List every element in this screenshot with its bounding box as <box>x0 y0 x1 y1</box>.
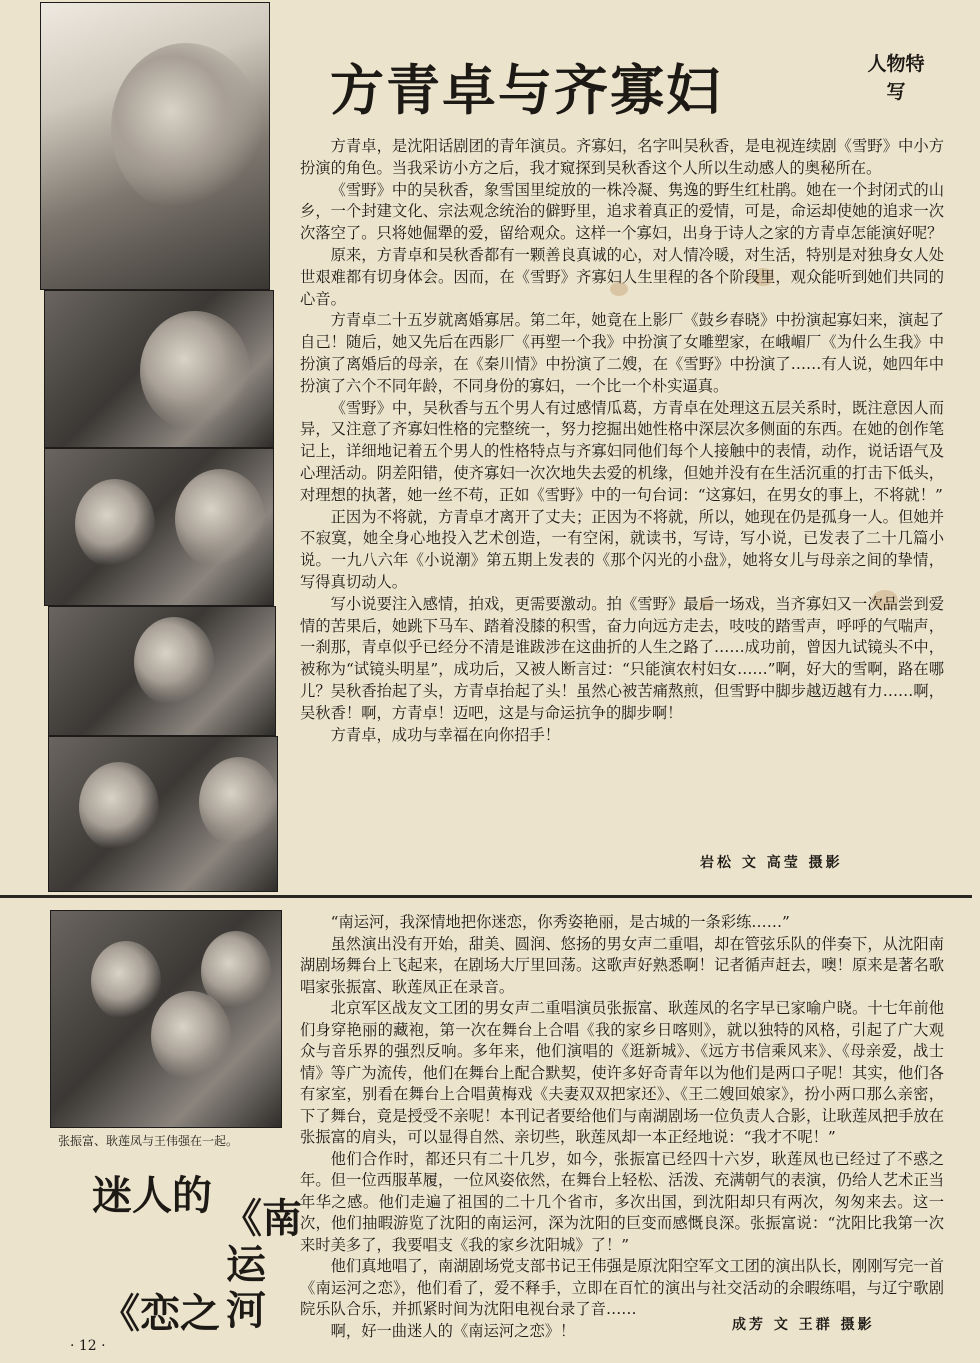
photo-woman-closeup <box>44 290 274 448</box>
paragraph: 正因为不将就，方青卓才离开了丈夫；正因为不将就，所以，她现在仍是孤身一人。但她并不寂寞，她全身心地投入艺术创造，一有空闲，就读书，写诗，写小说，已发表了二十几篇小说。一九八六年《小说潮》第五期上发表的《那个闪光的小盘》，她将女儿与母亲之间的挚情，写得真切动人。 <box>300 507 944 591</box>
paragraph: 原来，方青卓和吴秋香都有一颗善良真诚的心，对人情冷暖，对生活，特别是对独身女人处世艰难都有切身体会。因而，在《雪野》齐寡妇人生里程的各个阶段里，观众能听到她们共同的心音。 <box>300 245 944 308</box>
paragraph: 方青卓，是沈阳话剧团的青年演员。齐寡妇，名字叫吴秋香，是电视连续剧《雪野》中小方扮演的角色。当我采访小方之后，我才窥探到吴秋香这个人所以生动感人的奥秘所在。 <box>300 137 944 177</box>
photo-portrait-hat <box>40 2 270 290</box>
photo-scene-table <box>44 448 274 606</box>
article-title-vertical: 《南运河 <box>222 1196 302 1334</box>
paragraph: “南运河，我深情地把你迷恋，你秀姿艳丽，是古城的一条彩练……” <box>330 913 790 931</box>
page-number: · 12 · <box>70 1338 106 1354</box>
photo-three-people <box>50 910 282 1128</box>
section-label: 人物特写 <box>867 53 925 103</box>
article-title-line2: 《恋之 <box>100 1291 220 1337</box>
photo-scene-meal <box>48 606 276 736</box>
section-divider <box>0 895 972 898</box>
paragraph: 虽然演出没有开始，甜美、圆润、悠扬的男女声二重唱，却在管弦乐队的伴奏下，从沈阳南湖剧场舞台上飞起来，在剧场大厅里回荡。这歌声好熟悉啊！记者循声赶去，噢！原来是著名歌唱家张振富、耿莲凤正在录音。 <box>300 934 944 996</box>
photo-caption: 张振富、耿莲凤与王伟强在一起。 <box>58 1134 239 1148</box>
paragraph: 他们真地唱了，南湖剧场党支部书记王伟强是原沈阳空军文工团的演出队长，刚刚写完一首《南运河之恋》，他们看了，爱不释手，立即在百忙的演出与社交活动的余暇练唱，与辽宁歌剧院乐队合乐，并抓紧时间为沈阳电视台录了音…… <box>300 1257 944 1318</box>
paragraph: 方青卓二十五岁就离婚寡居。第二年，她竟在上影厂《鼓乡春晓》中扮演起寡妇来，演起了自己！随后，她又先后在西影厂《再塑一个我》中扮演了女雕塑家，在峨嵋厂《为什么生我》中扮演了离婚后的母亲，在《秦川情》中扮演了二嫂，在《雪野》中扮演了……有人说，她四年中扮演了六个不同年龄，不同身份的寡妇，一个比一个朴实逼真。 <box>300 311 944 395</box>
paragraph: 北京军区战友文工团的男女声二重唱演员张振富、耿莲凤的名字早已家喻户晓。十七年前他们身穿艳丽的藏袍，第一次在舞台上合唱《我的家乡日喀则》，就以独特的风格，引起了广大观众与音乐界的强烈反响。多年来，他们演唱的《逛新城》、《远方书信乘风来》、《母亲爱，战士情》等广为流传，他们在舞台上配合默契，使许多好奇青年以为他们是两口子呢！其实，他们各有家室，别看在舞台上合唱黄梅戏《夫妻双双把家还》、《王二嫂回娘家》，扮小两口那么亲密，下了舞台，竟是授受不亲呢！本刊记者要给他们与南湖剧场一位负责人合影，让耿莲凤把手放在张振富的肩头，可以显得自然、亲切些，耿莲凤却一本正经地说：“我才不呢！” <box>300 999 944 1146</box>
paragraph: 《雪野》中的吴秋香，象雪国里绽放的一株冷凝、隽逸的野生红杜鹃。她在一个封闭式的山乡，一个封建文化、宗法观念统治的僻野里，追求着真正的爱情，可是，命运却使她的追求一次次落空了。只将她倔犟的爱，留给观众。这样一个寡妇，出身于诗人之家的方青卓怎能演好呢？ <box>300 180 944 243</box>
article-title-line1: 迷人的 <box>92 1173 212 1219</box>
article-title: 方青卓与齐寡妇 <box>330 59 722 122</box>
article-body-2 <box>300 912 944 1342</box>
paragraph: 他们合作时，都还只有二十几岁，如今，张振富已经四十六岁，耿莲凤也已经过了不惑之年。但一位西服革履，一位风姿依然，在舞台上轻松、活泼、充满朝气的表演，仍给人艺术正当年华之感。他们走遍了祖国的二十几个省市，多次出国，到沈阳却只有两次，匆匆来去。这一次，他们抽暇游览了沈阳的南运河，深为沈阳的巨变而感慨良深。张振富说：“沈阳比我第一次来时美多了，我要唱支《我的家乡沈阳城》了！” <box>300 1149 944 1254</box>
author-credit-2: 成芳 文 王群 摄影 <box>732 1317 875 1333</box>
paragraph: 方青卓，成功与幸福在向你招手！ <box>330 725 561 744</box>
author-credit: 岩松 文 高莹 摄影 <box>700 855 843 871</box>
paragraph: 《雪野》中，吴秋香与五个男人有过感情瓜葛，方青卓在处理这五层关系时，既注意因人而异，又注意了齐寡妇性格的完整统一，努力挖掘出她性格中深层次多侧面的东西。在她的创作笔记上，详细地记着五个男人的性格特点与齐寡妇同他们每个人接触中的表情，动作，说话语气及心理活动。阴差阳错，使齐寡妇一次次地失去爱的机缘，但她并没有在生活沉重的打击下低头，对理想的执著，她一丝不苟，正如《雪野》中的一句台词：“这寡妇，在男女的事上，不将就！” <box>300 398 944 504</box>
paragraph: 写小说要注入感情，拍戏，更需要激动。拍《雪野》最后一场戏，当齐寡妇又一次品尝到爱情的苦果后，她跳下马车、踏着没膝的积雪，奋力向远方走去，吱吱的踏雪声，呼呼的气喘声，一刹那，青卓似乎已经分不清是谁跋涉在这曲折的人生之路了……成功前，曾因九试镜头不中，被称为“试镜头明星”，成功后，又被人断言过：“只能演农村妇女……”啊，好大的雪啊，路在哪儿？吴秋香抬起了头，方青卓抬起了头！虽然心被苦痛熬煎，但雪野中脚步越迈越有力……啊，吴秋香！啊，方青卓！迈吧，这是与命运抗争的脚步啊！ <box>300 594 944 722</box>
article-body <box>300 136 944 746</box>
photo-scene-crowd <box>48 736 278 892</box>
paragraph: 啊，好一曲迷人的《南运河之恋》！ <box>330 1321 576 1340</box>
